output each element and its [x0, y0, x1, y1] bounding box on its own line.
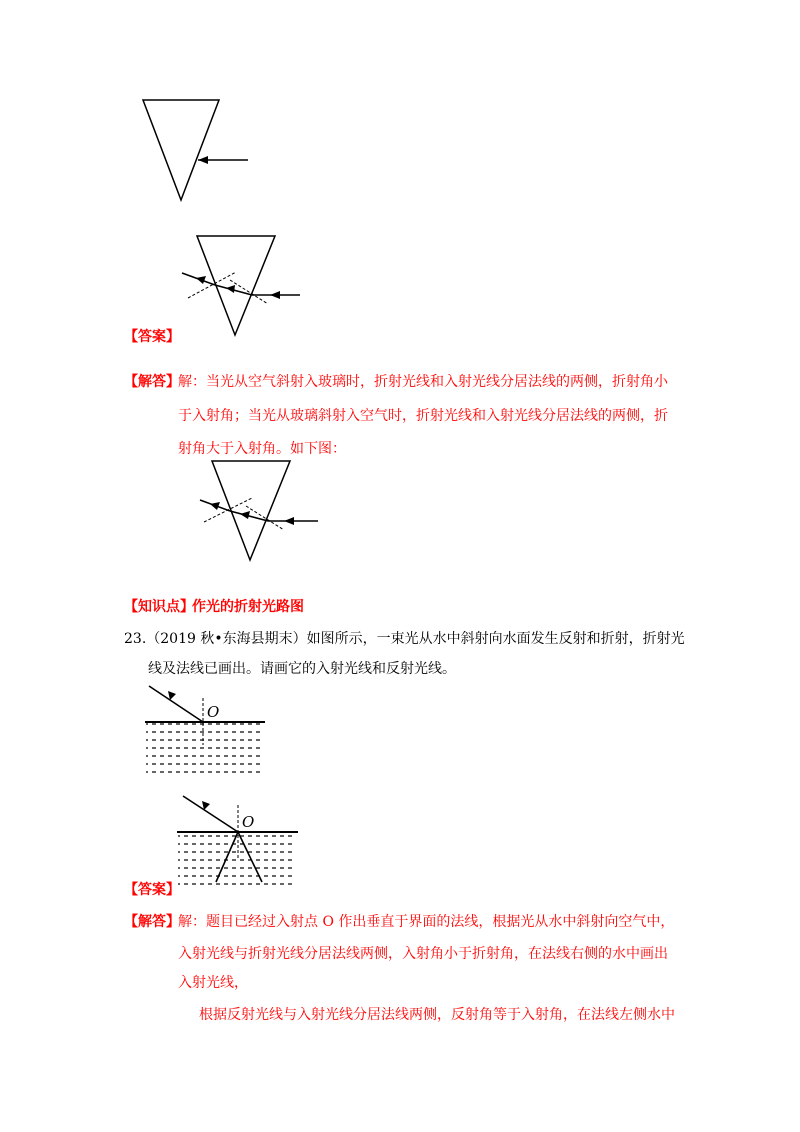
- water-point-label-answer: O: [242, 813, 255, 831]
- analysis-2-line-1: 解：题目已经过入射点 O 作出垂直于界面的法线，根据光从水中斜射向空气中，: [178, 914, 675, 930]
- analysis-tag-2: 【解答】: [124, 914, 180, 930]
- water-point-label-question: O: [207, 703, 220, 721]
- knowledge-text: 作光的折射光路图: [192, 599, 304, 615]
- analysis-1-line-2: 于入射角；当光从玻璃斜射入空气时，折射光线和入射光线分居法线的两侧，折: [178, 408, 668, 424]
- analysis-1-line-1: 解：当光从空气斜射入玻璃时，折射光线和入射光线分居法线的两侧，折射角小: [178, 374, 668, 390]
- analysis-2-line-3: 入射光线，: [178, 975, 248, 991]
- analysis-2-line-4: 根据反射光线与入射光线分居法线两侧，反射角等于入射角，在法线左侧水中: [199, 1007, 675, 1023]
- knowledge-tag: 【知识点】: [124, 599, 194, 615]
- analysis-1-line-3: 射角大于入射角。如下图：: [178, 441, 346, 457]
- analysis-tag-1: 【解答】: [124, 374, 180, 390]
- answer-tag-2: 【答案】: [124, 882, 180, 898]
- answer-tag-1: 【答案】: [124, 329, 180, 345]
- question-23-line-2: 线及法线已画出。请画它的入射光线和反射光线。: [148, 661, 456, 677]
- analysis-2-line-2: 入射光线与折射光线分居法线两侧，入射角小于折射角，在法线右侧的水中画出: [178, 946, 668, 962]
- question-23-line-1: 23.（2019 秋•东海县期末）如图所示，一束光从水中斜射向水面发生反射和折射，折射光: [124, 631, 685, 647]
